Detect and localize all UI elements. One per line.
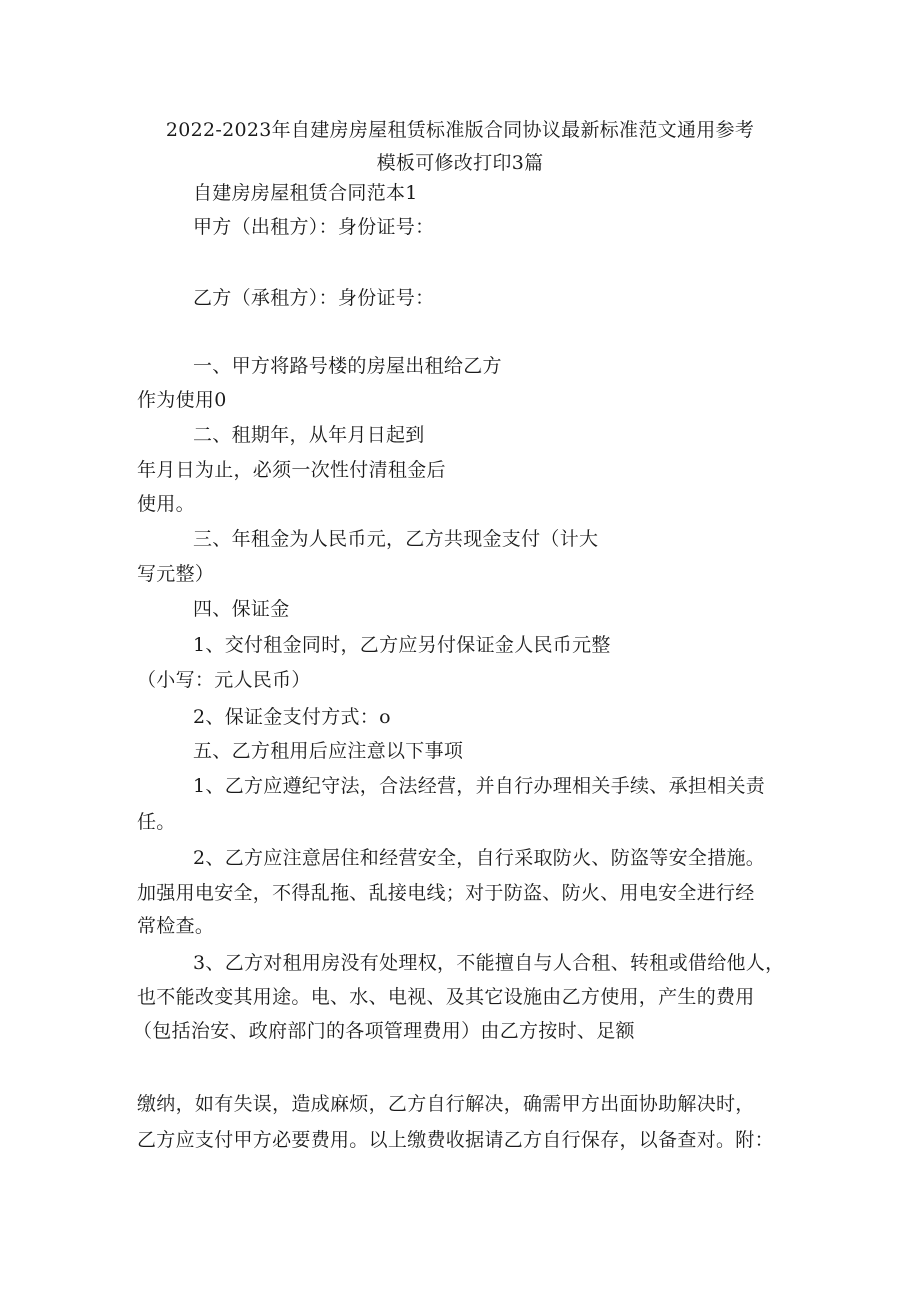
clause-1-line-1: 一、甲方将路号楼的房屋出租给乙方 bbox=[193, 355, 502, 377]
clause-2-line-3: 使用。 bbox=[137, 493, 195, 515]
party-a-line: 甲方（出租方）：身份证号： bbox=[193, 216, 435, 238]
clause-1-line-2: 作为使用0 bbox=[137, 389, 227, 411]
clause-4-1-line-1: 1、交付租金同时，乙方应另付保证金人民币元整 bbox=[193, 634, 611, 656]
clause-5-3-line-5: 乙方应支付甲方必要费用。以上缴费收据请乙方自行保存，以备查对。附： bbox=[137, 1129, 774, 1151]
clause-4-1-line-2: （小写：元人民币） bbox=[137, 669, 311, 691]
clause-2-line-1: 二、租期年，从年月日起到 bbox=[193, 424, 425, 446]
clause-4-heading: 四、保证金 bbox=[193, 598, 290, 620]
clause-5-3-line-4: 缴纳，如有失误，造成麻烦，乙方自行解决，确需甲方出面协助解决时， bbox=[137, 1093, 755, 1115]
document-title-line-2: 模板可修改打印3篇 bbox=[376, 152, 544, 174]
clause-5-2-line-2: 加强用电安全，不得乱拖、乱接电线；对于防盗、防火、用电安全进行经 bbox=[137, 882, 755, 904]
clause-5-3-line-2: 也不能改变其用途。电、水、电视、及其它设施由乙方使用，产生的费用 bbox=[137, 986, 755, 1008]
contract-subtitle: 自建房房屋租赁合同范本1 bbox=[193, 182, 418, 204]
document-title-line-1: 2022-2023年自建房房屋租赁标准版合同协议最新标准范文通用参考 bbox=[165, 119, 755, 141]
clause-5-heading: 五、乙方租用后应注意以下事项 bbox=[193, 740, 464, 762]
clause-5-3-line-1: 3、乙方对租用房没有处理权，不能擅自与人合租、转租或借给他人， bbox=[193, 952, 785, 974]
clause-4-2-line: 2、保证金支付方式：o bbox=[193, 706, 391, 728]
clause-5-3-line-3: （包括治安、政府部门的各项管理费用）由乙方按时、足额 bbox=[133, 1020, 635, 1042]
clause-5-2-line-3: 常检查。 bbox=[137, 915, 215, 937]
clause-3-line-2: 写元整） bbox=[137, 563, 215, 585]
clause-2-line-2: 年月日为止，必须一次性付清租金后 bbox=[137, 459, 446, 481]
clause-5-2-line-1: 2、乙方应注意居住和经营安全，自行采取防火、防盗等安全措施。 bbox=[193, 847, 766, 869]
clause-5-1-line-2: 任。 bbox=[137, 811, 176, 833]
clause-5-1-line-1: 1、乙方应遵纪守法，合法经营，并自行办理相关手续、承担相关责 bbox=[193, 775, 766, 797]
clause-3-line-1: 三、年租金为人民币元，乙方共现金支付（计大 bbox=[193, 528, 599, 550]
party-b-line: 乙方（承租方）：身份证号： bbox=[193, 287, 435, 309]
